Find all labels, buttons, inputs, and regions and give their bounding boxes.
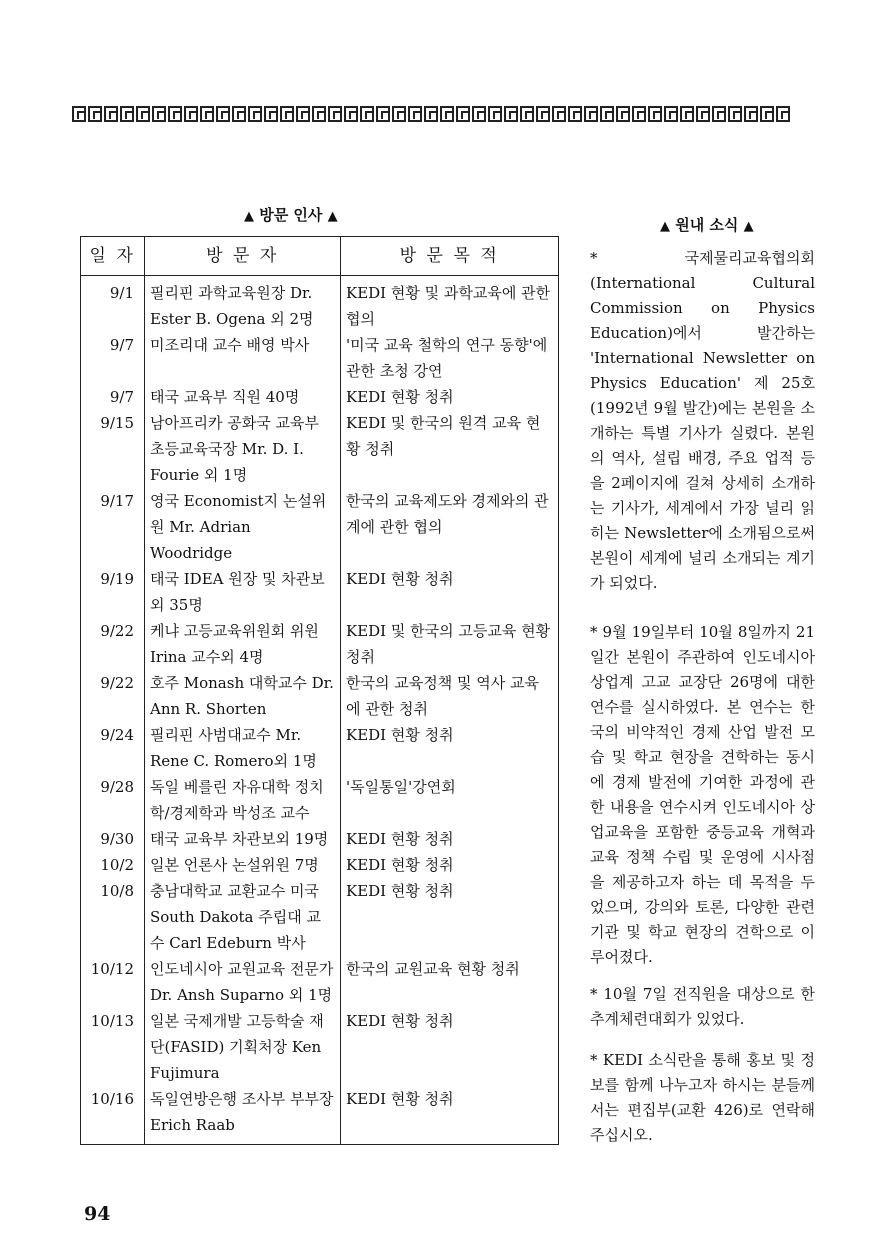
cell-purpose: 한국의 교육정책 및 역사 교육에 관한 청취	[341, 670, 559, 722]
table-row	[81, 774, 559, 826]
news-title-text: 원내 소식	[675, 216, 739, 234]
table-row	[81, 410, 559, 488]
triangle-icon: ▲	[327, 209, 338, 224]
cell-purpose: KEDI 현황 청취	[341, 1008, 559, 1086]
cell-purpose: KEDI 현황 청취	[341, 826, 559, 852]
cell-visitor: 호주 Monash 대학교수 Dr. Ann R. Shorten	[145, 670, 341, 722]
meander-pattern-icon	[376, 106, 390, 122]
decorative-border-band	[72, 106, 800, 126]
meander-pattern-icon	[88, 106, 102, 122]
cell-date: 9/24	[81, 722, 145, 774]
meander-pattern-icon	[104, 106, 118, 122]
meander-pattern-icon	[568, 106, 582, 122]
news-item-text: * KEDI 소식란을 통해 홍보 및 정보를 함께 나누고자 하시는 분들께서는 편집부(교환 426)로 연락해 주십시오.	[590, 1051, 815, 1144]
table-header-row	[81, 237, 559, 276]
table-row	[81, 670, 559, 722]
triangle-icon: ▲	[743, 219, 754, 234]
cell-date: 10/13	[81, 1008, 145, 1086]
cell-visitor: 남아프리카 공화국 교육부 초등교육국장 Mr. D. I. Fourie 외 1명	[145, 410, 341, 488]
meander-pattern-icon	[536, 106, 550, 122]
meander-pattern-icon	[344, 106, 358, 122]
table-row	[81, 722, 559, 774]
cell-date: 10/2	[81, 852, 145, 878]
cell-visitor: 케냐 고등교육위원회 위원 Irina 교수외 4명	[145, 618, 341, 670]
meander-pattern-icon	[248, 106, 262, 122]
cell-visitor: 필리핀 사범대교수 Mr. Rene C. Romero외 1명	[145, 722, 341, 774]
meander-pattern-icon	[712, 106, 726, 122]
meander-pattern-icon	[632, 106, 646, 122]
cell-date: 9/15	[81, 410, 145, 488]
cell-visitor: 필리핀 과학교육원장 Dr. Ester B. Ogena 외 2명	[145, 276, 341, 333]
cell-purpose: KEDI 현황 청취	[341, 878, 559, 956]
table-row	[81, 566, 559, 618]
table-row	[81, 488, 559, 566]
meander-pattern-icon	[296, 106, 310, 122]
cell-visitor: 미조리대 교수 배영 박사	[145, 332, 341, 384]
news-item-1	[590, 246, 815, 596]
meander-pattern-icon	[136, 106, 150, 122]
meander-pattern-icon	[216, 106, 230, 122]
cell-purpose: KEDI 현황 청취	[341, 852, 559, 878]
news-item-2	[590, 620, 815, 970]
meander-pattern-icon	[488, 106, 502, 122]
cell-purpose: '독일통일'강연회	[341, 774, 559, 826]
triangle-icon: ▲	[660, 219, 670, 234]
table-row	[81, 852, 559, 878]
cell-date: 9/22	[81, 618, 145, 670]
meander-pattern-icon	[280, 106, 294, 122]
meander-pattern-icon	[760, 106, 774, 122]
cell-visitor: 태국 IDEA 원장 및 차관보 외 35명	[145, 566, 341, 618]
visits-table	[80, 236, 559, 1145]
cell-date: 9/7	[81, 384, 145, 410]
meander-pattern-icon	[504, 106, 518, 122]
meander-pattern-icon	[120, 106, 134, 122]
cell-visitor: 독일 베를린 자유대학 정치학/경제학과 박성조 교수	[145, 774, 341, 826]
cell-date: 9/28	[81, 774, 145, 826]
table-row	[81, 956, 559, 1008]
news-item-text: * 9월 19일부터 10월 8일까지 21일간 본원이 주관하여 인도네시아 상업계 고교 교장단 26명에 대한 연수를 실시하였다. 본 연수는 한국의 비약적인 경제 산업 발전 모습 및 학교 현장을 견학하는 동시에 경제 발전에 기여한 과정에 관한 내용을 연수시켜 인도네시아 상업교육을 포함한 중등교육 개혁과 교육 정책 수립 및 운영에 시사점을 제공하고자 하는 데 목적을 두었으며, 강의와 토론, 다양한 관련 기관 및 학교 현장의 견학으로 이루어졌다.	[590, 623, 815, 966]
meander-pattern-icon	[776, 106, 790, 122]
meander-pattern-icon	[440, 106, 454, 122]
meander-pattern-icon	[728, 106, 742, 122]
meander-pattern-icon	[744, 106, 758, 122]
meander-pattern-icon	[328, 106, 342, 122]
cell-visitor: 태국 교육부 차관보외 19명	[145, 826, 341, 852]
visits-title	[244, 204, 338, 225]
cell-purpose: KEDI 현황 청취	[341, 384, 559, 410]
meander-pattern-icon	[392, 106, 406, 122]
cell-date: 9/30	[81, 826, 145, 852]
meander-pattern-icon	[664, 106, 678, 122]
cell-purpose: 한국의 교육제도와 경제와의 관계에 관한 협의	[341, 488, 559, 566]
meander-pattern-icon	[472, 106, 486, 122]
meander-pattern-icon	[584, 106, 598, 122]
meander-pattern-icon	[408, 106, 422, 122]
cell-date: 9/17	[81, 488, 145, 566]
cell-purpose: KEDI 및 한국의 원격 교육 현황 청취	[341, 410, 559, 488]
cell-date: 10/16	[81, 1086, 145, 1145]
table-row	[81, 384, 559, 410]
news-item-text: * 10월 7일 전직원을 대상으로 한 추계체련대회가 있었다.	[590, 985, 815, 1028]
page-number: 94	[84, 1203, 111, 1225]
cell-visitor: 충남대학교 교환교수 미국 South Dakota 주립대 교수 Carl Edeburn 박사	[145, 878, 341, 956]
news-title	[660, 214, 754, 235]
cell-purpose: 한국의 교원교육 현황 청취	[341, 956, 559, 1008]
cell-date: 9/1	[81, 276, 145, 333]
table-row	[81, 826, 559, 852]
header-date: 일 자	[81, 237, 145, 276]
cell-date: 10/8	[81, 878, 145, 956]
meander-pattern-icon	[424, 106, 438, 122]
table-row	[81, 878, 559, 956]
meander-pattern-icon	[200, 106, 214, 122]
meander-pattern-icon	[616, 106, 630, 122]
cell-date: 9/7	[81, 332, 145, 384]
cell-visitor: 태국 교육부 직원 40명	[145, 384, 341, 410]
news-item-3	[590, 982, 815, 1032]
cell-visitor: 일본 언론사 논설위원 7명	[145, 852, 341, 878]
meander-pattern-icon	[520, 106, 534, 122]
meander-pattern-icon	[312, 106, 326, 122]
meander-pattern-icon	[648, 106, 662, 122]
table-row	[81, 1086, 559, 1145]
meander-pattern-icon	[456, 106, 470, 122]
meander-pattern-icon	[600, 106, 614, 122]
cell-visitor: 인도네시아 교원교육 전문가 Dr. Ansh Suparno 외 1명	[145, 956, 341, 1008]
meander-pattern-icon	[680, 106, 694, 122]
meander-pattern-icon	[72, 106, 86, 122]
meander-pattern-icon	[696, 106, 710, 122]
meander-pattern-icon	[232, 106, 246, 122]
cell-purpose: '미국 교육 철학의 연구 동향'에 관한 초청 강연	[341, 332, 559, 384]
header-visitor: 방 문 자	[145, 237, 341, 276]
cell-visitor: 일본 국제개발 고등학술 재단(FASID) 기획처장 Ken Fujimura	[145, 1008, 341, 1086]
cell-date: 10/12	[81, 956, 145, 1008]
meander-pattern-icon	[184, 106, 198, 122]
meander-pattern-icon	[152, 106, 166, 122]
cell-purpose: KEDI 현황 청취	[341, 566, 559, 618]
cell-purpose: KEDI 및 한국의 고등교육 현황 청취	[341, 618, 559, 670]
table-row	[81, 618, 559, 670]
meander-pattern-icon	[264, 106, 278, 122]
cell-purpose: KEDI 현황 청취	[341, 722, 559, 774]
cell-purpose: KEDI 현황 청취	[341, 1086, 559, 1145]
meander-pattern-icon	[168, 106, 182, 122]
news-item-4	[590, 1048, 815, 1148]
cell-date: 9/22	[81, 670, 145, 722]
cell-date: 9/19	[81, 566, 145, 618]
meander-pattern-icon	[360, 106, 374, 122]
meander-pattern-icon	[552, 106, 566, 122]
cell-visitor: 영국 Economist지 논설위원 Mr. Adrian Woodridge	[145, 488, 341, 566]
cell-visitor: 독일연방은행 조사부 부부장 Erich Raab	[145, 1086, 341, 1145]
header-purpose: 방 문 목 적	[341, 237, 559, 276]
triangle-icon: ▲	[244, 209, 254, 224]
table-row	[81, 276, 559, 333]
table-row	[81, 1008, 559, 1086]
visits-title-text: 방문 인사	[259, 206, 323, 224]
news-item-text: * 국제물리교육협의회(International Cultural Commission on Physics Education)에서 발간하는 'International Newsletter on Physics Education' 제 25호(1992년 9월 발간)에는 본원을 소개하는 특별 기사가 실렸다. 본원의 역사, 설립 배경, 주요 업적 등을 2페이지에 걸쳐 상세히 소개하는 기사가, 세계에서 가장 널리 읽히는 Newsletter에 소개됨으로써 본원이 세계에 널리 소개되는 계기가 되었다.	[590, 249, 815, 592]
cell-purpose: KEDI 현황 및 과학교육에 관한 협의	[341, 276, 559, 333]
table-row	[81, 332, 559, 384]
